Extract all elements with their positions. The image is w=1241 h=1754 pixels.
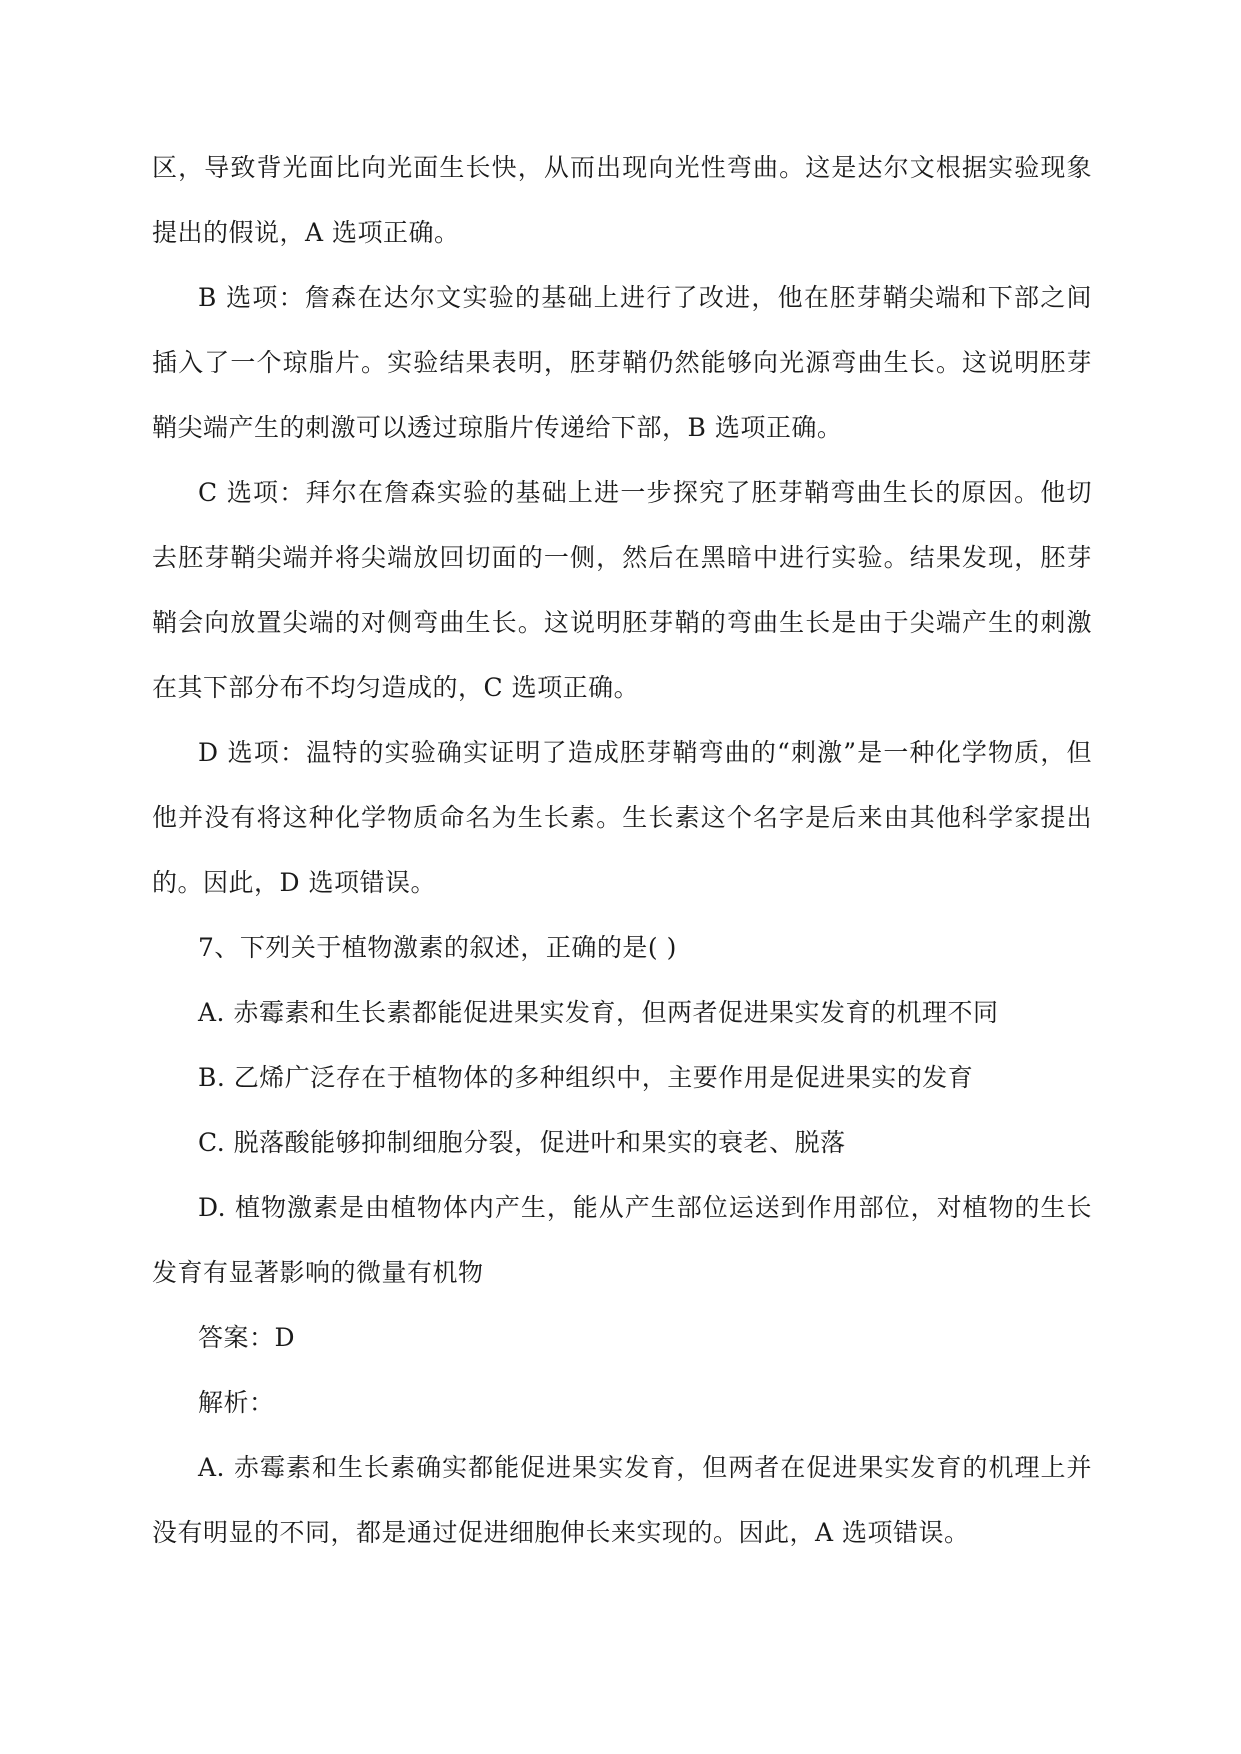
question-7-option-a: A. 赤霉素和生长素都能促进果实发育，但两者促进果实发育的机理不同	[198, 998, 999, 1027]
question-7-analysis-heading: 解析：	[198, 1388, 275, 1417]
paragraph-option-c-analysis: C 选项：拜尔在詹森实验的基础上进一步探究了胚芽鞘弯曲生长的原因。他切去胚芽鞘尖端并将尖端放回切面的一侧，然后在黑暗中进行实验。结果发现，胚芽鞘会向放置尖端的对侧弯曲生长。这说明胚芽鞘的弯曲生长是由于尖端产生的刺激在其下部分布不均匀造成的，C 选项正确。	[152, 478, 1092, 702]
paragraph-option-b-analysis: B 选项：詹森在达尔文实验的基础上进行了改进，他在胚芽鞘尖端和下部之间插入了一个琼脂片。实验结果表明，胚芽鞘仍然能够向光源弯曲生长。这说明胚芽鞘尖端产生的刺激可以透过琼脂片传递给下部，B 选项正确。	[152, 283, 1092, 442]
question-7-option-b: B. 乙烯广泛存在于植物体的多种组织中，主要作用是促进果实的发育	[198, 1063, 974, 1092]
question-7-analysis-a: A. 赤霉素和生长素确实都能促进果实发育，但两者在促进果实发育的机理上并没有明显的不同，都是通过促进细胞伸长来实现的。因此，A 选项错误。	[152, 1453, 1092, 1547]
paragraph-option-d-analysis: D 选项：温特的实验确实证明了造成胚芽鞘弯曲的“刺激”是一种化学物质，但他并没有将这种化学物质命名为生长素。生长素这个名字是后来由其他科学家提出的。因此，D 选项错误。	[152, 738, 1092, 897]
question-7-option-c: C. 脱落酸能够抑制细胞分裂，促进叶和果实的衰老、脱落	[198, 1128, 846, 1157]
question-7-stem: 7、下列关于植物激素的叙述，正确的是( )	[198, 933, 677, 962]
paragraph-continuation: 区，导致背光面比向光面生长快，从而出现向光性弯曲。这是达尔文根据实验现象提出的假说，A 选项正确。	[152, 153, 1092, 247]
question-7-answer: 答案：D	[198, 1323, 296, 1352]
document-body	[152, 135, 1092, 1565]
question-7-option-d: D. 植物激素是由植物体内产生，能从产生部位运送到作用部位，对植物的生长发育有显著影响的微量有机物	[152, 1193, 1092, 1287]
